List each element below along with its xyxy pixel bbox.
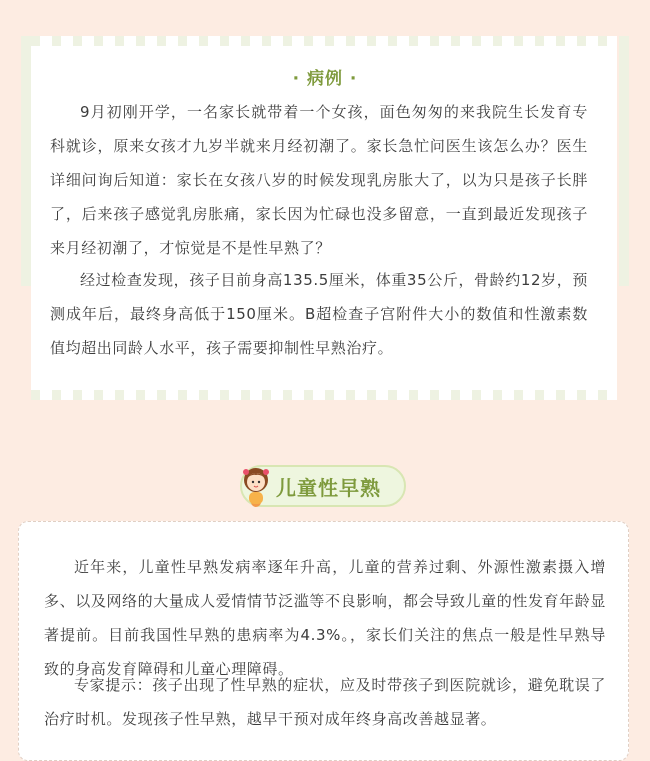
info-paragraph-2: 专家提示：孩子出现了性早熟的症状，应及时带孩子到医院就诊，避免耽误了治疗时机。发现孩子性早熟，越早干预对成年终身高改善越显著。 <box>44 676 606 728</box>
info-paragraph-1: 近年来，儿童性早熟发病率逐年升高，儿童的营养过剩、外源性激素摄入增多、以及网络的大量成人爱情情节泛滥等不良影响，都会导致儿童的性发育年龄显著提前。目前我国性早熟的患病率为4.3%。，家长们关注的焦点一般是性早熟导致的身高发育障碍和儿童心理障碍。 <box>44 558 606 678</box>
card-top-dashes <box>31 36 617 46</box>
girl-avatar-icon <box>238 462 274 508</box>
case-title: · 病例 · <box>292 69 358 89</box>
case-paragraph-2: 经过检查发现，孩子目前身高135.5厘米，体重35公斤，骨龄约12岁，预测成年后，最终身高低于150厘米。B超检查子宫附件大小的数值和性激素数值均超出同龄人水平，孩子需要抑制性早熟治疗。 <box>50 271 588 357</box>
case-paragraph-1: 9月初刚开学，一名家长就带着一个女孩，面色匆匆的来我院生长发育专科就诊，原来女孩才九岁半就来月经初潮了。家长急忙问医生该怎么办？医生详细问询后知道：家长在女孩八岁的时候发现乳房胀大了，以为只是孩子长胖了，后来孩子感觉乳房胀痛，家长因为忙碌也没多留意，一直到最近发现孩子来月经初潮了，才惊觉是不是性早熟了？ <box>50 103 588 257</box>
card-bottom-dashes <box>31 390 617 400</box>
section-title: 儿童性早熟 <box>276 476 381 500</box>
